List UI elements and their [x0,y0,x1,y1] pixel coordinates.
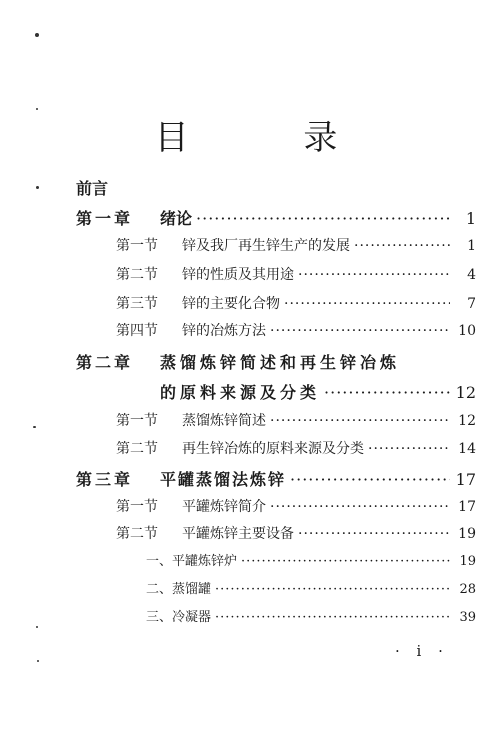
toc-leader-dots [215,582,450,597]
toc-sub-number: 三、 [146,610,173,625]
toc-leader-dots [298,267,450,283]
toc-preface-label: 前言 [76,179,109,198]
toc-leader-dots [215,610,450,625]
toc-preface[interactable] [76,176,476,202]
toc-chapter-number: 第一章 [76,209,134,228]
toc-entry-label: 锌的主要化合物 [182,296,280,312]
toc-leader-dots [270,499,450,515]
toc-leader-dots [290,470,450,489]
toc-entry-label: 锌的冶炼方法 [182,323,266,339]
toc-entry-subsection[interactable] [146,606,476,632]
scan-speck [35,33,39,37]
toc-page-number: 10 [458,323,476,339]
toc-sub-number: 一、 [146,554,173,569]
toc-entry-section[interactable] [116,410,476,436]
toc-entry-section[interactable] [116,523,476,549]
toc-page-number: 1 [465,209,476,228]
toc-entry-label: 再生锌冶炼的原料来源及分类 [182,441,364,457]
toc-leader-dots [354,238,450,254]
toc-entry-chapter-1[interactable] [76,206,476,232]
toc-page-number: 17 [458,499,476,515]
toc-section-number: 第一节 [116,413,158,429]
toc-leader-dots [324,383,450,402]
toc-entry-section[interactable] [116,264,476,290]
toc-page-number: 12 [458,413,476,429]
toc-chapter-number: 第三章 [76,470,134,489]
toc-sub-number: 二、 [146,582,173,597]
toc-page-number: 19 [458,526,476,542]
toc-leader-dots [270,413,450,429]
toc-entry-label: 平罐炼锌炉 [172,554,238,569]
toc-entry-subsection[interactable] [146,578,476,604]
toc-leader-dots [284,296,450,312]
toc-leader-dots [298,526,450,542]
toc-page-number: 14 [458,441,476,457]
toc-page-number: 17 [455,470,476,489]
toc-page-number: 7 [467,296,476,312]
scan-speck [36,626,38,628]
toc-entry-section[interactable] [116,320,476,346]
toc-section-number: 第二节 [116,267,158,283]
toc-entry-label: 的原料来源及分类 [160,383,321,402]
toc-entry-label: 锌的性质及其用途 [182,267,294,283]
toc-entry-section[interactable] [116,438,476,464]
toc-page-number: 19 [459,554,476,569]
toc-leader-dots [270,323,450,339]
page-folio: · i · [395,642,449,660]
scan-speck [37,660,39,662]
toc-section-number: 第四节 [116,323,158,339]
toc-page-number: 39 [459,610,476,625]
toc-entry-label: 蒸馏罐 [172,582,212,597]
toc-section-number: 第二节 [116,441,158,457]
toc-entry-label: 平罐炼锌主要设备 [182,526,294,542]
toc-entry-subsection[interactable] [146,550,476,576]
toc-entry-label: 锌及我厂再生锌生产的发展 [182,238,350,254]
toc-entry-label: 冷凝器 [172,610,212,625]
toc-page-number: 28 [459,582,476,597]
scan-speck [36,186,39,189]
toc-leader-dots [241,554,450,569]
toc-section-number: 第三节 [116,296,158,312]
toc-entry-label: 绪论 [160,209,193,228]
toc-section-number: 第一节 [116,499,158,515]
toc-page-number: 1 [467,238,476,254]
toc-chapter-number: 第二章 [76,353,134,372]
toc-entry-label: 蒸馏炼锌简述 [182,413,266,429]
toc-page-number: 4 [467,267,476,283]
toc-section-number: 第一节 [116,238,158,254]
toc-entry-section[interactable] [116,496,476,522]
toc-entry-section[interactable] [116,235,476,261]
toc-page-number: 12 [455,383,476,402]
toc-leader-dots [368,441,450,457]
toc-entry-label: 蒸馏炼锌简述和再生锌冶炼 [160,353,401,372]
toc-leader-dots [196,209,450,228]
scan-speck [33,426,36,428]
toc-entry-section[interactable] [116,293,476,319]
toc-entry-label: 平罐蒸馏法炼锌 [160,470,287,489]
toc-section-number: 第二节 [116,526,158,542]
toc-entry-chapter-2-cont[interactable] [160,380,476,406]
page-title: 目 录 [154,118,390,158]
toc-entry-chapter-3[interactable] [76,467,476,493]
toc-entry-label: 平罐炼锌简介 [182,499,266,515]
toc-entry-chapter-2[interactable] [76,350,476,376]
